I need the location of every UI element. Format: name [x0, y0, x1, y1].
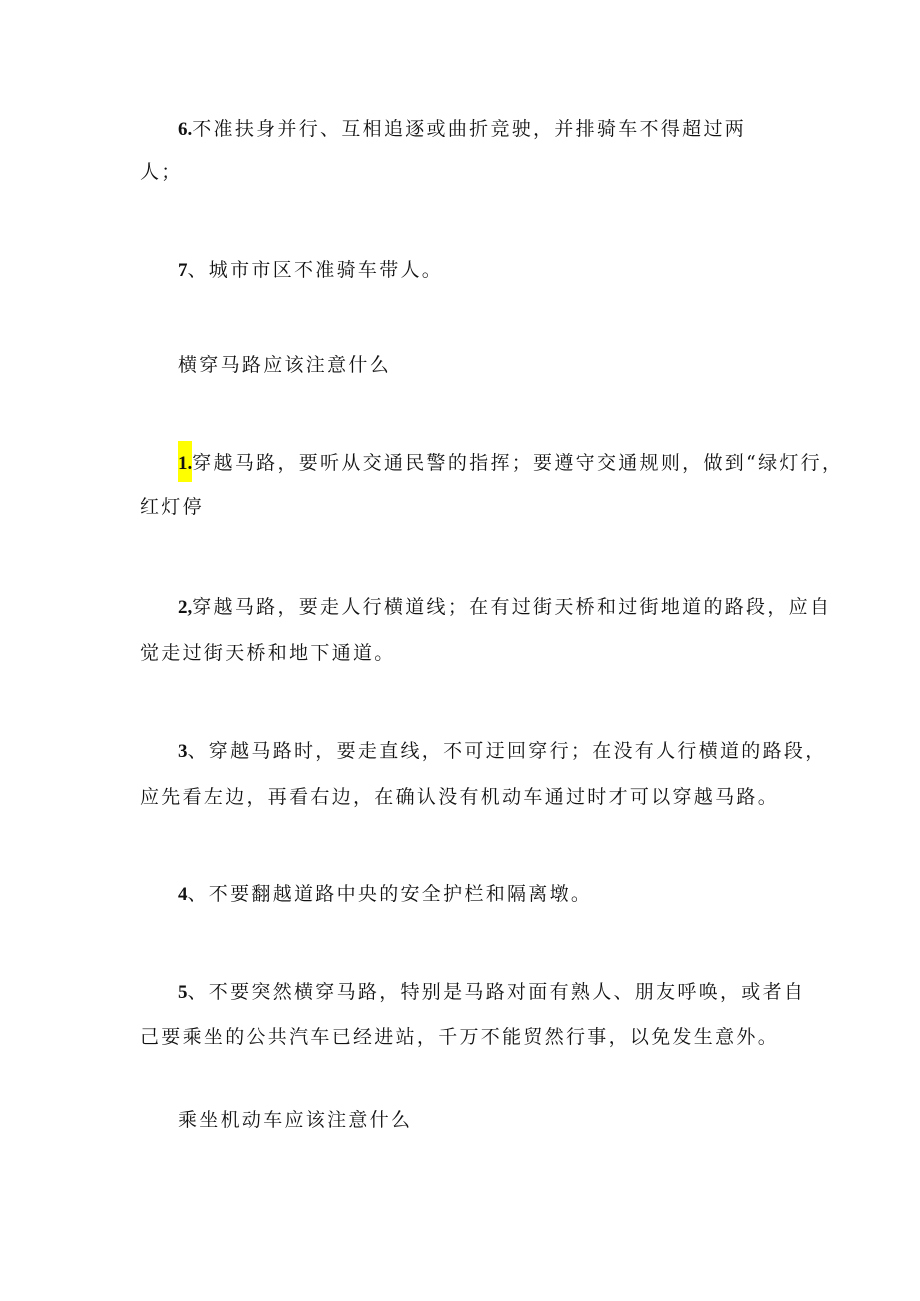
section-heading-crossing-road: 横穿马路应该注意什么: [178, 354, 392, 376]
paragraph-text: 、不要突然横穿马路，特别是马路对面有熟人、朋友呼唤，或者自: [187, 981, 806, 1003]
section-heading-motor-vehicle: 乘坐机动车应该注意什么: [178, 1109, 413, 1131]
paragraph-number: 6.: [178, 119, 193, 140]
paragraph-5-line-1: [178, 977, 805, 1008]
paragraph-number: 5: [178, 982, 188, 1003]
paragraph-text: 不准扶身并行、互相追逐或曲折竞驶，并排骑车不得超过两: [192, 118, 747, 140]
paragraph-text: 、城市市区不准骑车带人。: [187, 259, 444, 281]
highlighted-paragraph-number: 1.: [178, 441, 192, 482]
paragraph-4-line-1: [178, 879, 592, 910]
paragraph-text: 穿越马路，要走人行横道线；在有过街天桥和过街地道的路段，应自: [192, 596, 832, 618]
paragraph-6-line-2: 人；: [140, 161, 183, 183]
paragraph-5-line-2: 己要乘坐的公共汽车已经进站，千万不能贸然行事，以免发生意外。: [140, 1026, 780, 1048]
paragraph-text: 、穿越马路时，要走直线，不可迂回穿行；在没有人行横道的路段，: [187, 740, 827, 762]
paragraph-1-line-1: [178, 448, 843, 479]
paragraph-number: 4: [178, 884, 188, 905]
paragraph-text: 穿越马路，要听从交通民警的指挥；要遵守交通规则，做到“绿灯行，: [192, 452, 844, 474]
paragraph-1-line-2: 红灯停: [140, 496, 204, 518]
paragraph-7-line-1: [178, 255, 443, 286]
paragraph-text: 、不要翻越道路中央的安全护栏和隔离墩。: [187, 883, 593, 905]
paragraph-3-line-1: [178, 736, 827, 767]
paragraph-2-line-1: [178, 592, 831, 623]
paragraph-3-line-2: 应先看左边，再看右边，在确认没有机动车通过时才可以穿越马路。: [140, 786, 780, 808]
paragraph-6-line-1: [178, 114, 746, 145]
paragraph-2-line-2: 觉走过街天桥和地下通道。: [140, 642, 396, 664]
paragraph-number: 7: [178, 260, 188, 281]
paragraph-number: 3: [178, 741, 188, 762]
paragraph-number: 2,: [178, 597, 193, 618]
